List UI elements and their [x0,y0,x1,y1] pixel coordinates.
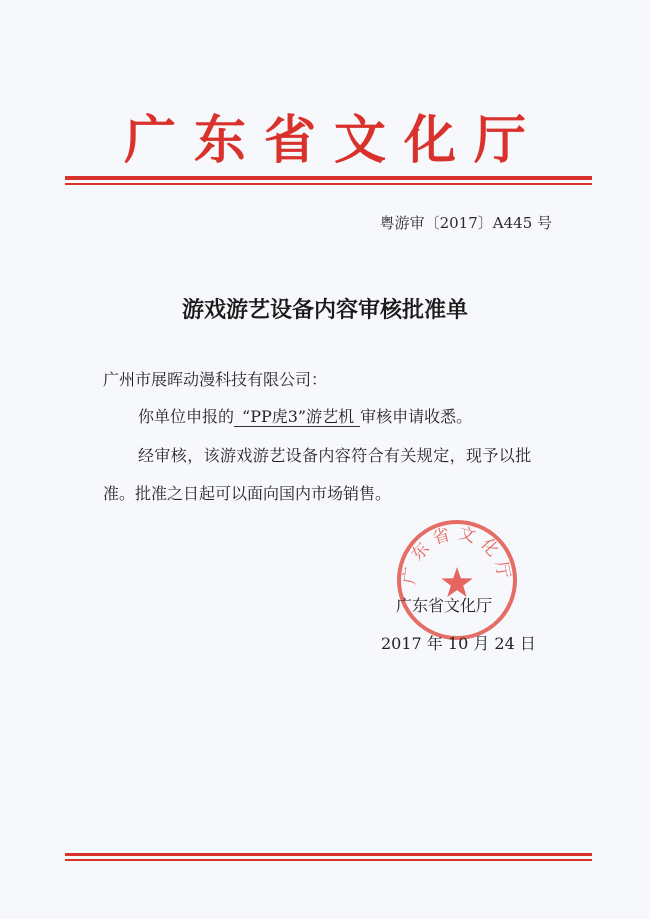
header-divider-thick [65,176,592,180]
header-divider-thin [65,183,592,185]
document-number: 粤游审〔2017〕A445 号 [379,214,552,232]
paragraph-approval-line2: 准。批准之日起可以面向国内市场销售。 [103,484,392,503]
issuer-header: 广东省文化厅 [123,111,544,171]
paragraph-approval-line1: 经审核，该游戏游艺设备内容符合有关规定，现予以批 [138,446,532,465]
paragraph-application-suffix: 审核申请收悉。 [360,407,473,426]
addressee: 广州市展晖动漫科技有限公司： [103,370,328,389]
footer-divider-thin [65,859,592,861]
seal-text: 广东省文化厅 [399,523,515,586]
document-title: 游戏游艺设备内容审核批准单 [181,298,468,323]
signature-date: 2017 年 10 月 24 日 [381,634,536,653]
paragraph-application-prefix: 你单位申报的 [138,407,235,426]
paragraph-application [138,406,472,428]
product-name: “PP虎3”游艺机 [234,407,360,427]
official-seal-icon [394,517,520,643]
footer-divider-thick [65,853,592,856]
signer-name: 广东省文化厅 [396,596,493,615]
